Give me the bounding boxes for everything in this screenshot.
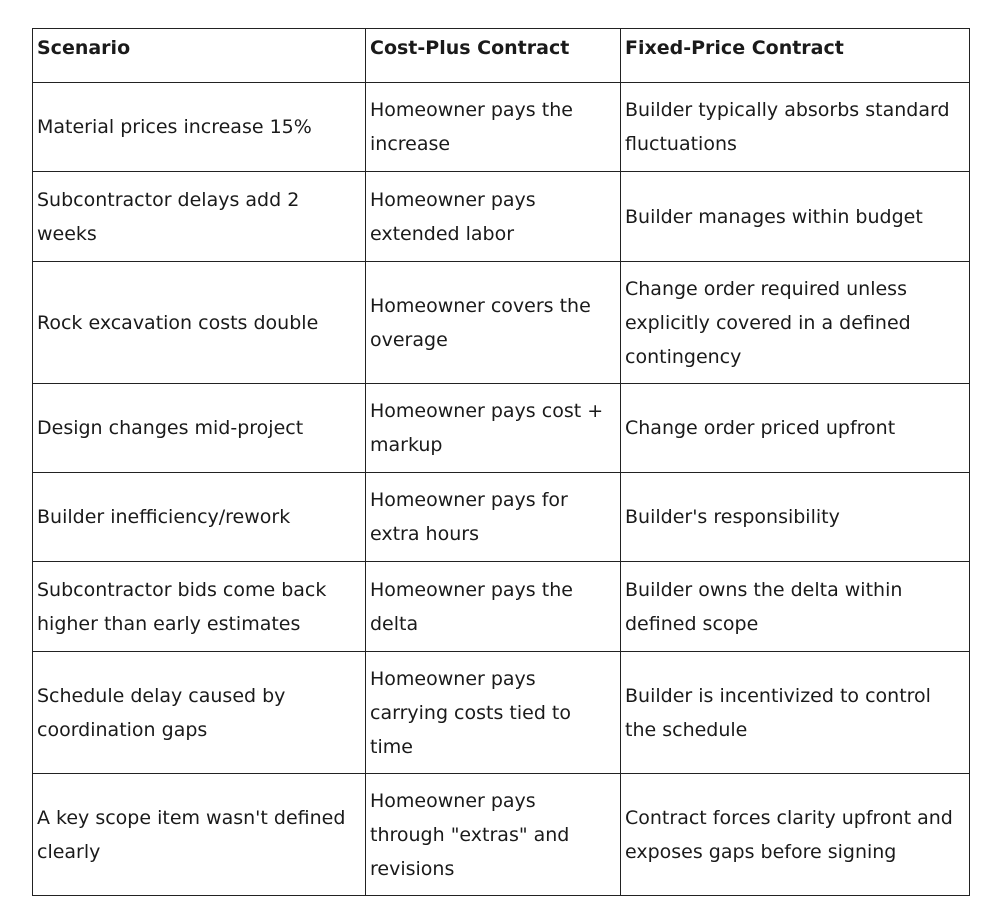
header-fixed-price: Fixed-Price Contract bbox=[621, 29, 970, 83]
cell-scenario: A key scope item wasn't defined clearly bbox=[33, 774, 366, 896]
cell-scenario: Subcontractor delays add 2 weeks bbox=[33, 172, 366, 262]
comparison-table bbox=[32, 28, 970, 896]
cell-cost-plus: Homeowner covers the overage bbox=[366, 262, 621, 384]
cell-scenario: Subcontractor bids come back higher than early estimates bbox=[33, 562, 366, 652]
cell-scenario: Material prices increase 15% bbox=[33, 83, 366, 172]
cell-scenario: Schedule delay caused by coordination gaps bbox=[33, 652, 366, 774]
table-row bbox=[33, 562, 970, 652]
cell-scenario: Rock excavation costs double bbox=[33, 262, 366, 384]
cell-fixed-price: Change order required unless explicitly covered in a defined contingency bbox=[621, 262, 970, 384]
cell-fixed-price: Builder typically absorbs standard fluctuations bbox=[621, 83, 970, 172]
cell-scenario: Builder inefficiency/rework bbox=[33, 473, 366, 562]
cell-cost-plus: Homeowner pays the delta bbox=[366, 562, 621, 652]
table-row bbox=[33, 652, 970, 774]
table-row bbox=[33, 262, 970, 384]
cell-fixed-price: Builder's responsibility bbox=[621, 473, 970, 562]
header-scenario: Scenario bbox=[33, 29, 366, 83]
cell-cost-plus: Homeowner pays extended labor bbox=[366, 172, 621, 262]
cell-fixed-price: Change order priced upfront bbox=[621, 384, 970, 473]
table-row bbox=[33, 172, 970, 262]
cell-cost-plus: Homeowner pays the increase bbox=[366, 83, 621, 172]
cell-cost-plus: Homeowner pays for extra hours bbox=[366, 473, 621, 562]
cell-cost-plus: Homeowner pays carrying costs tied to time bbox=[366, 652, 621, 774]
cell-fixed-price: Builder is incentivized to control the schedule bbox=[621, 652, 970, 774]
cell-fixed-price: Builder owns the delta within defined scope bbox=[621, 562, 970, 652]
cell-fixed-price: Builder manages within budget bbox=[621, 172, 970, 262]
table-row bbox=[33, 83, 970, 172]
table-row bbox=[33, 473, 970, 562]
table-row bbox=[33, 774, 970, 896]
cell-cost-plus: Homeowner pays through "extras" and revisions bbox=[366, 774, 621, 896]
cell-fixed-price: Contract forces clarity upfront and exposes gaps before signing bbox=[621, 774, 970, 896]
table-header-row bbox=[33, 29, 970, 83]
header-cost-plus: Cost-Plus Contract bbox=[366, 29, 621, 83]
cell-cost-plus: Homeowner pays cost + markup bbox=[366, 384, 621, 473]
table-row bbox=[33, 384, 970, 473]
cell-scenario: Design changes mid-project bbox=[33, 384, 366, 473]
